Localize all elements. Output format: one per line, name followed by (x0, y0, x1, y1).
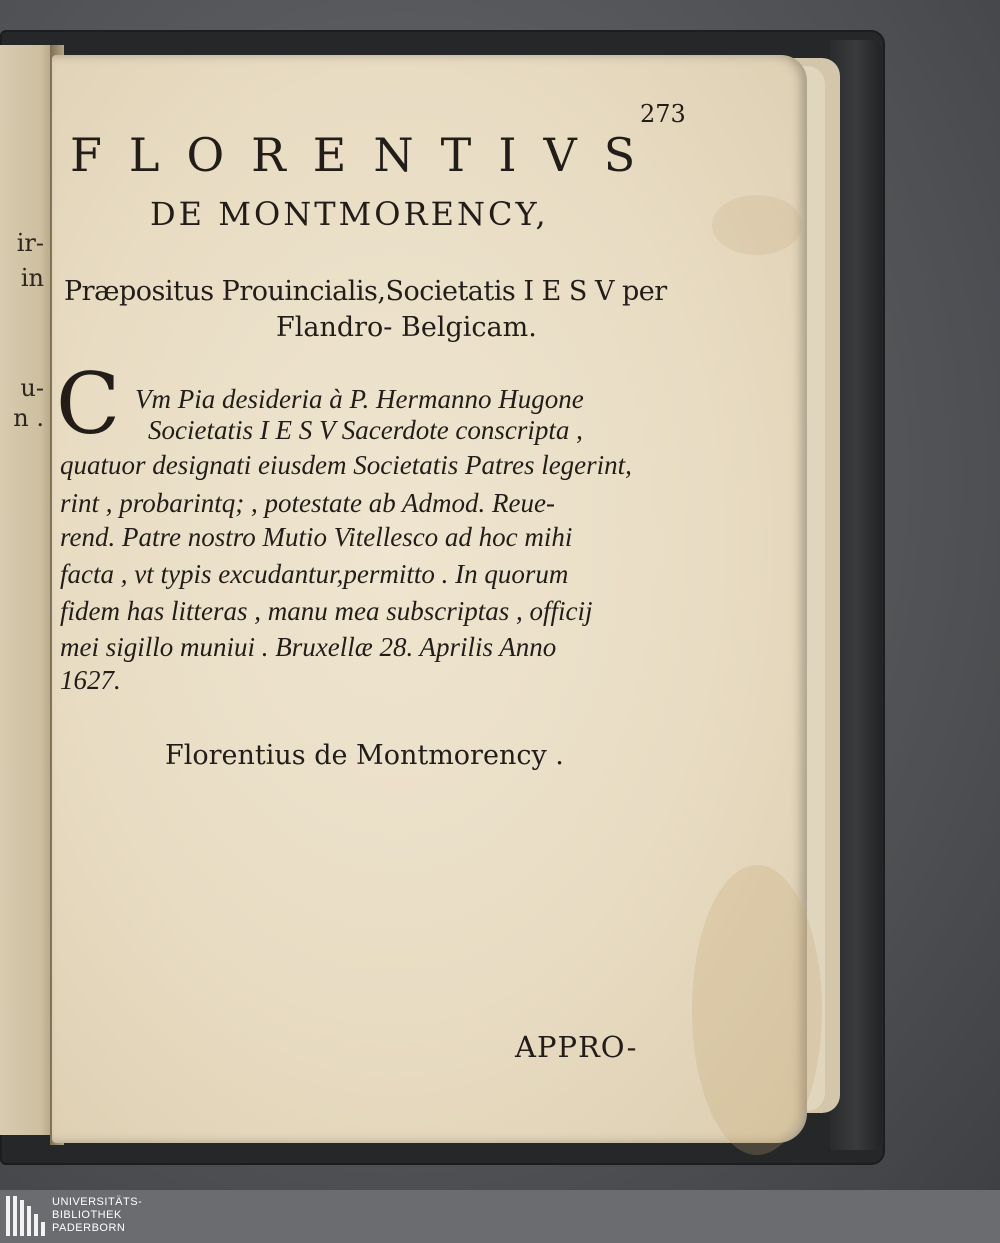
body-text-line: quatuor designati eiusdem Societatis Patres legerint, (60, 450, 632, 480)
body-text-line: rend. Patre nostro Mutio Vitellesco ad hoc mihi (60, 522, 573, 552)
library-name-line: PADERBORN (52, 1222, 126, 1234)
library-logo-icon (6, 1196, 46, 1236)
page-subtitle: DE MONTMORENCY, (150, 195, 549, 233)
body-text-line: 1627. (60, 665, 121, 695)
body-text-line: facta , vt typis excudantur,permitto . In quorum (60, 559, 569, 589)
body-text-line: mei sigillo muniui . Bruxellæ 28. Aprilis Anno (60, 632, 557, 662)
left-page-fragment: u- (20, 374, 44, 402)
drop-cap: C (56, 355, 121, 453)
catchword: APPRO- (515, 1030, 638, 1064)
left-page-fragment: n . (13, 404, 44, 432)
title-description-line: Flandro- Belgicam. (276, 312, 537, 343)
footer-bar (0, 1190, 1000, 1243)
left-page-fragment: ir- (16, 229, 44, 257)
library-name-line: BIBLIOTHEK (52, 1209, 122, 1221)
body-text-line: Societatis I E S V Sacerdote conscripta , (148, 415, 583, 445)
body-text-line: fidem has litteras , manu mea subscriptas , officij (60, 596, 593, 626)
body-text-line: Vm Pia desideria à P. Hermanno Hugone (135, 384, 584, 414)
paper-stain (712, 195, 802, 255)
signature-line: Florentius de Montmorency . (165, 740, 564, 771)
left-page-fragment: in (20, 264, 44, 292)
title-description-line: Præpositus Prouincialis,Societatis I E S V per (64, 276, 667, 307)
page-title: FLORENTIVS (70, 128, 663, 182)
body-text-line: rint , probarintq; , potestate ab Admod. Reue- (60, 488, 555, 518)
library-name-line: UNIVERSITÄTS- (52, 1196, 143, 1208)
page-number: 273 (640, 100, 686, 128)
paper-stain (692, 865, 822, 1155)
